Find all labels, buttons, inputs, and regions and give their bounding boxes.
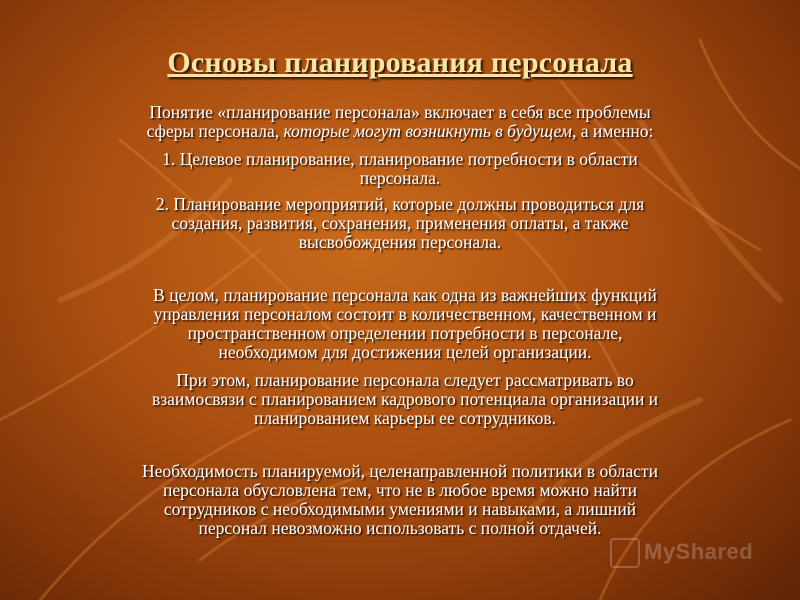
relation-paragraph (60, 371, 750, 428)
general-line-4: необходимом для достижения целей организации. (218, 342, 592, 362)
general-paragraph (60, 286, 750, 362)
item-2-line-1: 2. Планирование мероприятий, которые должны проводиться для (155, 194, 645, 214)
item-2-line-3: высвобождения персонала. (298, 232, 502, 252)
intro-line-2-start: сферы персонала, (146, 121, 284, 141)
intro-line-2-italic: которые могут возникнуть в будущем (283, 121, 572, 141)
watermark-logo (610, 538, 753, 568)
relation-line-3: планированием карьеры ее сотрудников. (253, 408, 557, 428)
relation-line-1: При этом, планирование персонала следует рассматривать во (176, 370, 634, 390)
necessity-line-4: персонал невозможно использовать с полной отдачей. (198, 518, 602, 538)
intro-line-2-end: , а именно: (571, 121, 654, 141)
necessity-line-3: сотрудников с необходимыми умениями и навыками, а лишний (163, 499, 637, 519)
general-line-1: В целом, планирование персонала как одна из важнейших функций (153, 285, 657, 305)
item-2-line-2: создания, развития, сохранения, применения оплаты, а также (171, 213, 629, 233)
item-2-paragraph (60, 195, 740, 252)
intro-line-1: Понятие «планирование персонала» включает в себя все проблемы (149, 102, 651, 122)
general-line-2: управления персоналом состоит в количественном, качественном и (153, 304, 657, 324)
item-1-line-1: 1. Целевое планирование, планирование потребности в области (162, 149, 638, 169)
intro-paragraph (60, 103, 740, 141)
necessity-line-2: персонала обусловлена тем, что не в любое время можно найти (163, 480, 637, 500)
slide-title: Основы планирования персонала (167, 46, 633, 79)
intro-line-2 (60, 122, 740, 141)
watermark-icon (610, 538, 640, 568)
item-1-paragraph (60, 150, 740, 188)
general-line-3: пространственном определении потребности в персонале, (187, 323, 623, 343)
necessity-line-1: Необходимость планируемой, целенаправленной политики в области (142, 461, 658, 481)
relation-line-2: взаимосвязи с планированием кадрового потенциала организации и (151, 389, 659, 409)
watermark-text: MyShared (644, 538, 754, 564)
item-1-line-2: персонала. (359, 168, 441, 188)
necessity-paragraph (50, 462, 750, 538)
